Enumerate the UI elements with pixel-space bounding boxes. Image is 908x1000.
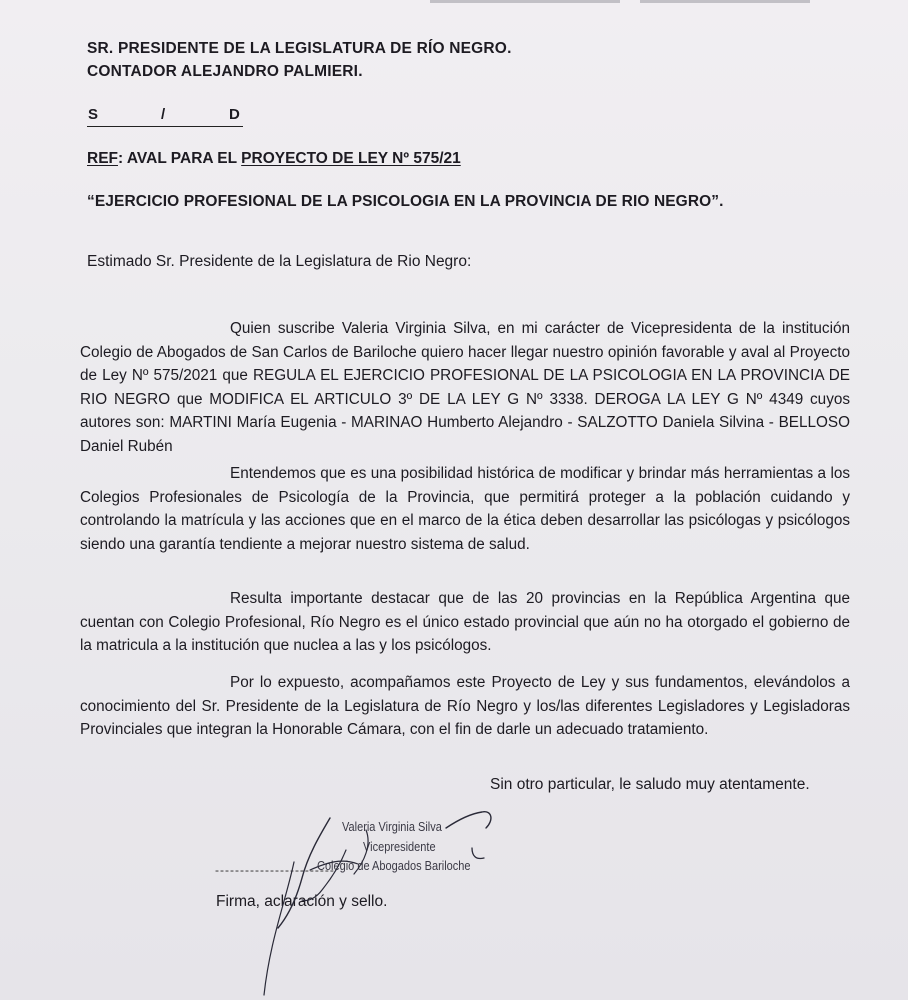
stamp-title: Vicepresidente [363,840,436,854]
ref-line [87,150,461,168]
stamp-name: Valeria Virginia Silva [342,820,442,834]
ref-middle: : AVAL PARA EL [118,150,242,167]
ref-project: PROYECTO DE LEY Nº 575/21 [241,150,461,167]
signature-stamp [215,815,510,877]
sd-slash: / [161,106,166,123]
subject-line: “EJERCICIO PROFESIONAL DE LA PSICOLOGIA EN LA PROVINCIA DE RIO NEGRO”. [87,193,724,210]
paragraph-4: Por lo expuesto, acompañamos este Proyecto de Ley y sus fundamentos, elevándolos a conocimiento del Sr. Presidente de la Legislatura de Río Negro y los/las diferentes Legisladores y Legisladoras Provinciales que integran la Honorable Cámara, con el fin de darle un adecuado tratamiento. [80,674,850,738]
paragraph-3: Resulta importante destacar que de las 20 provincias en la República Argentina que cuentan con Colegio Profesional, Río Negro es el único estado provincial que aún no ha otorgado el gobierno de la matricula a la institución que nuclea a las y los psicólogos. [80,590,850,654]
greeting: Estimado Sr. Presidente de la Legislatura de Rio Negro: [87,253,472,270]
recipient-line-1: SR. PRESIDENTE DE LA LEGISLATURA DE RÍO NEGRO. [87,40,512,57]
paragraph-2: Entendemos que es una posibilidad histórica de modificar y brindar más herramientas a los Colegios Profesionales de Psicología de la Provincia, que permitirá proteger a la población cuidando y controlando la matrícula y las acciones que en el marco de la ética deben desarrollar las psicólogas y psicólogos siendo una garantía tendiente a mejorar nuestro sistema de salud. [80,465,850,553]
signature-dashes: ------------------------ [215,863,335,877]
ref-label: REF [87,150,118,167]
recipient-line-2: CONTADOR ALEJANDRO PALMIERI. [87,63,363,80]
stamp-organization: Colegio de Abogados Bariloche [317,859,471,873]
closing: Sin otro particular, le saludo muy atentamente. [490,776,810,793]
sd-s: S [88,106,99,123]
firma-label: Firma, aclaración y sello. [216,893,388,910]
sd-line [87,106,243,127]
sd-d: D [229,106,240,123]
top-edge-shadow [0,0,908,6]
paragraph-1: Quien suscribe Valeria Virginia Silva, en mi carácter de Vicepresidenta de la institución Colegio de Abogados de San Carlos de Bariloche quiero hacer llegar nuestro opinión favorable y aval al Proyecto de Ley Nº 575/2021 que REGULA EL EJERCICIO PROFESIONAL DE LA PSICOLOGIA EN LA PROVINCIA DE RIO NEGRO que MODIFICA EL ARTICULO 3º DE LA LEY G Nº 3338. DEROGA LA LEY G Nº 4349 cuyos autores son: MARTINI María Eugenia - MARINAO Humberto Alejandro - SALZOTTO Daniela Silvina - BELLOSO Daniel Rubén [80,320,850,455]
